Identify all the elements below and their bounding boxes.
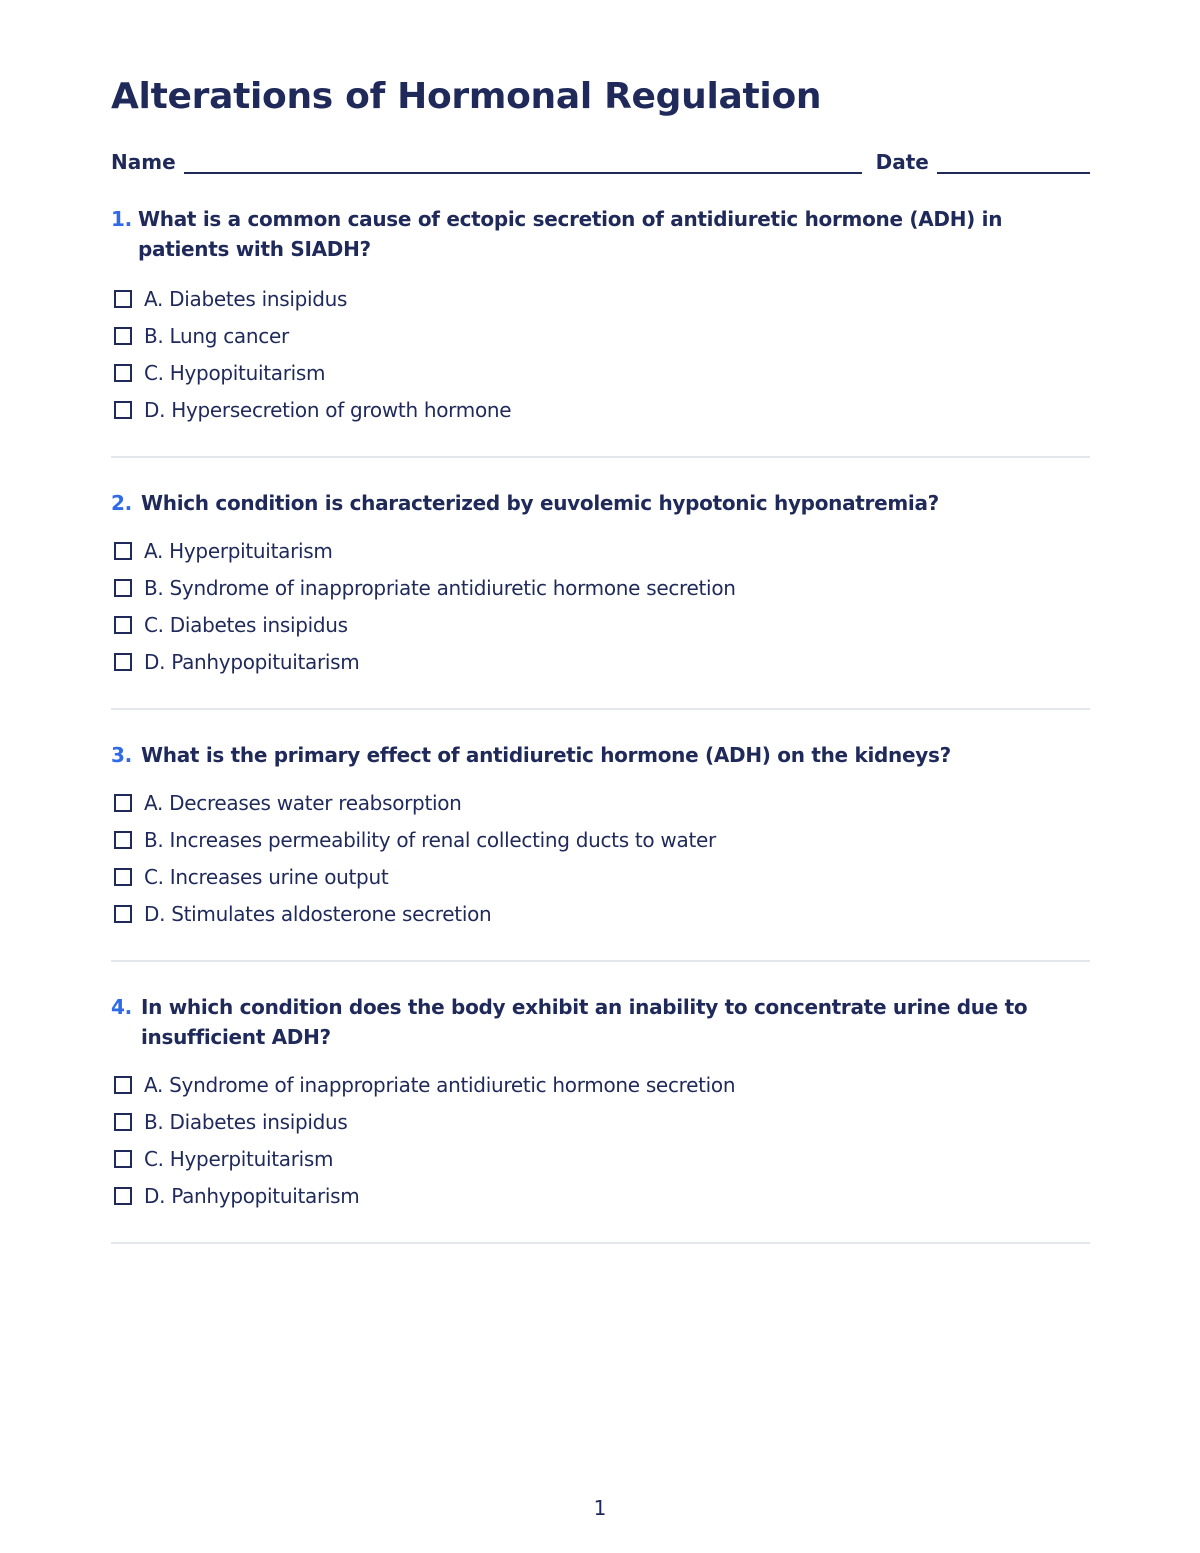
- checkbox[interactable]: [114, 831, 132, 849]
- checkbox[interactable]: [114, 1150, 132, 1168]
- checkbox[interactable]: [114, 327, 132, 345]
- checkbox[interactable]: [114, 868, 132, 886]
- option-item[interactable]: [111, 354, 1090, 391]
- option-item[interactable]: [111, 858, 1090, 895]
- page-title: Alterations of Hormonal Regulation: [111, 76, 822, 117]
- option-item[interactable]: [111, 317, 1090, 354]
- date-field[interactable]: [937, 154, 1090, 174]
- option-label: D. Panhypopituitarism: [144, 1183, 360, 1208]
- question-header: [111, 992, 1090, 1052]
- option-label: C. Hyperpituitarism: [144, 1146, 334, 1171]
- option-label: B. Increases permeability of renal collecting ducts to water: [144, 827, 716, 852]
- option-item[interactable]: [111, 1103, 1090, 1140]
- option-item[interactable]: [111, 895, 1090, 932]
- checkbox[interactable]: [114, 794, 132, 812]
- option-list: [111, 1066, 1090, 1214]
- option-label: A. Hyperpituitarism: [144, 538, 333, 563]
- option-label: B. Diabetes insipidus: [144, 1109, 348, 1134]
- name-label: Name: [111, 150, 176, 174]
- question-number: 3.: [111, 743, 132, 767]
- option-label: D. Hypersecretion of growth hormone: [144, 397, 512, 422]
- option-label: D. Panhypopituitarism: [144, 649, 360, 674]
- option-label: A. Diabetes insipidus: [144, 286, 348, 311]
- name-field[interactable]: [184, 154, 862, 174]
- option-item[interactable]: [111, 606, 1090, 643]
- question-2: [111, 488, 1090, 710]
- worksheet-page: [111, 72, 1090, 1244]
- checkbox[interactable]: [114, 905, 132, 923]
- question-1: [111, 204, 1090, 458]
- checkbox[interactable]: [114, 290, 132, 308]
- checkbox[interactable]: [114, 364, 132, 382]
- option-label: A. Decreases water reabsorption: [144, 790, 462, 815]
- option-label: A. Syndrome of inappropriate antidiuretic hormone secretion: [144, 1072, 736, 1097]
- question-text: Which condition is characterized by euvolemic hypotonic hyponatremia?: [141, 491, 939, 515]
- option-item[interactable]: [111, 643, 1090, 680]
- page-number: 1: [593, 1496, 607, 1520]
- question-header: [111, 488, 1090, 518]
- checkbox[interactable]: [114, 401, 132, 419]
- option-item[interactable]: [111, 532, 1090, 569]
- question-text: What is the primary effect of antidiuretic hormone (ADH) on the kidneys?: [141, 743, 951, 767]
- date-label: Date: [875, 150, 929, 174]
- question-3: [111, 740, 1090, 962]
- question-header: [111, 204, 1090, 264]
- checkbox[interactable]: [114, 616, 132, 634]
- question-4: [111, 992, 1090, 1244]
- question-text: In which condition does the body exhibit an inability to concentrate urine due to insufficient ADH?: [141, 995, 1028, 1049]
- option-label: C. Hypopituitarism: [144, 360, 326, 385]
- question-number: 1.: [111, 207, 132, 231]
- option-item[interactable]: [111, 1177, 1090, 1214]
- checkbox[interactable]: [114, 1113, 132, 1131]
- option-item[interactable]: [111, 1066, 1090, 1103]
- option-label: C. Increases urine output: [144, 864, 389, 889]
- option-item[interactable]: [111, 1140, 1090, 1177]
- option-item[interactable]: [111, 280, 1090, 317]
- option-item[interactable]: [111, 569, 1090, 606]
- option-item[interactable]: [111, 821, 1090, 858]
- option-list: [111, 784, 1090, 932]
- checkbox[interactable]: [114, 653, 132, 671]
- checkbox[interactable]: [114, 1187, 132, 1205]
- checkbox[interactable]: [114, 579, 132, 597]
- option-label: B. Lung cancer: [144, 323, 289, 348]
- question-number: 2.: [111, 491, 132, 515]
- option-label: C. Diabetes insipidus: [144, 612, 348, 637]
- question-text: What is a common cause of ectopic secretion of antidiuretic hormone (ADH) in patients with SIADH?: [138, 207, 1003, 261]
- question-header: [111, 740, 1090, 770]
- option-item[interactable]: [111, 391, 1090, 428]
- option-list: [111, 532, 1090, 680]
- option-label: D. Stimulates aldosterone secretion: [144, 901, 492, 926]
- option-list: [111, 280, 1090, 428]
- option-label: B. Syndrome of inappropriate antidiuretic hormone secretion: [144, 575, 736, 600]
- question-number: 4.: [111, 995, 132, 1019]
- checkbox[interactable]: [114, 542, 132, 560]
- name-date-row: [111, 144, 1090, 174]
- checkbox[interactable]: [114, 1076, 132, 1094]
- option-item[interactable]: [111, 784, 1090, 821]
